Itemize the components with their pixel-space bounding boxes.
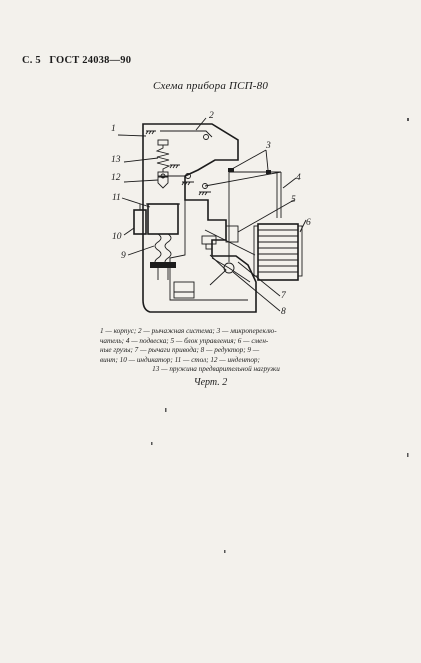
callout-7: 7	[281, 291, 286, 301]
table	[148, 204, 178, 234]
spring-cap	[158, 140, 168, 145]
screw-nut	[150, 262, 176, 268]
lever-arm	[160, 131, 212, 137]
figure-legend	[100, 327, 332, 375]
spring-hinge-hatch	[170, 165, 180, 168]
reducer-shaft-2	[212, 258, 229, 268]
standard-code: ГОСТ 24038—90	[49, 55, 132, 66]
microswitch-b	[266, 170, 271, 174]
lever-pivot	[204, 135, 209, 140]
legend-line: ные грузы; 7 — рычаги привода; 8 — редуктор; 9 —	[100, 346, 260, 355]
column-inner	[170, 176, 248, 300]
page-number: С. 5	[22, 55, 41, 66]
control-block	[226, 226, 238, 242]
reducer-housing	[210, 255, 226, 285]
callout-10: 10	[112, 232, 122, 242]
lever-beam	[205, 172, 281, 186]
callout-4: 4	[296, 173, 301, 183]
callout-5: 5	[291, 195, 296, 205]
callout-11: 11	[112, 193, 121, 203]
callout-1: 1	[111, 124, 116, 134]
legend-line: винт; 10 — индикатор; 11 — стол; 12 — индентор;	[100, 355, 260, 364]
reducer-shaft	[229, 268, 250, 282]
legend-line: чатель; 4 — подвеска; 5 — блок управления; 6 — смен-	[100, 336, 269, 345]
callout-8: 8	[281, 307, 286, 317]
callout-12: 12	[111, 173, 121, 183]
legend-line: 1 — корпус; 2 — рычажная система; 3 — микропереклю-	[100, 327, 277, 335]
callout-3: 3	[266, 141, 271, 151]
figure-label: Черт. 2	[193, 377, 228, 388]
pivot-hatch	[146, 131, 156, 134]
beam-hinge-hatch	[199, 192, 211, 195]
legend-line: 13 — пружина предварительной нагрузки	[152, 365, 280, 374]
weights-stack	[254, 224, 302, 280]
callout-2: 2	[209, 111, 214, 121]
preload-spring	[157, 145, 169, 172]
screw-base	[174, 282, 194, 298]
pivot-block-base	[206, 244, 212, 249]
callout-13: 13	[111, 155, 121, 165]
indicator	[134, 210, 146, 234]
callout-6: 6	[306, 218, 311, 228]
callout-9: 9	[121, 251, 126, 261]
figure-title: Схема прибора ПСП-80	[152, 80, 269, 92]
arm-hinge-hatch	[182, 182, 194, 185]
indenter	[158, 177, 168, 188]
screw	[155, 234, 161, 280]
